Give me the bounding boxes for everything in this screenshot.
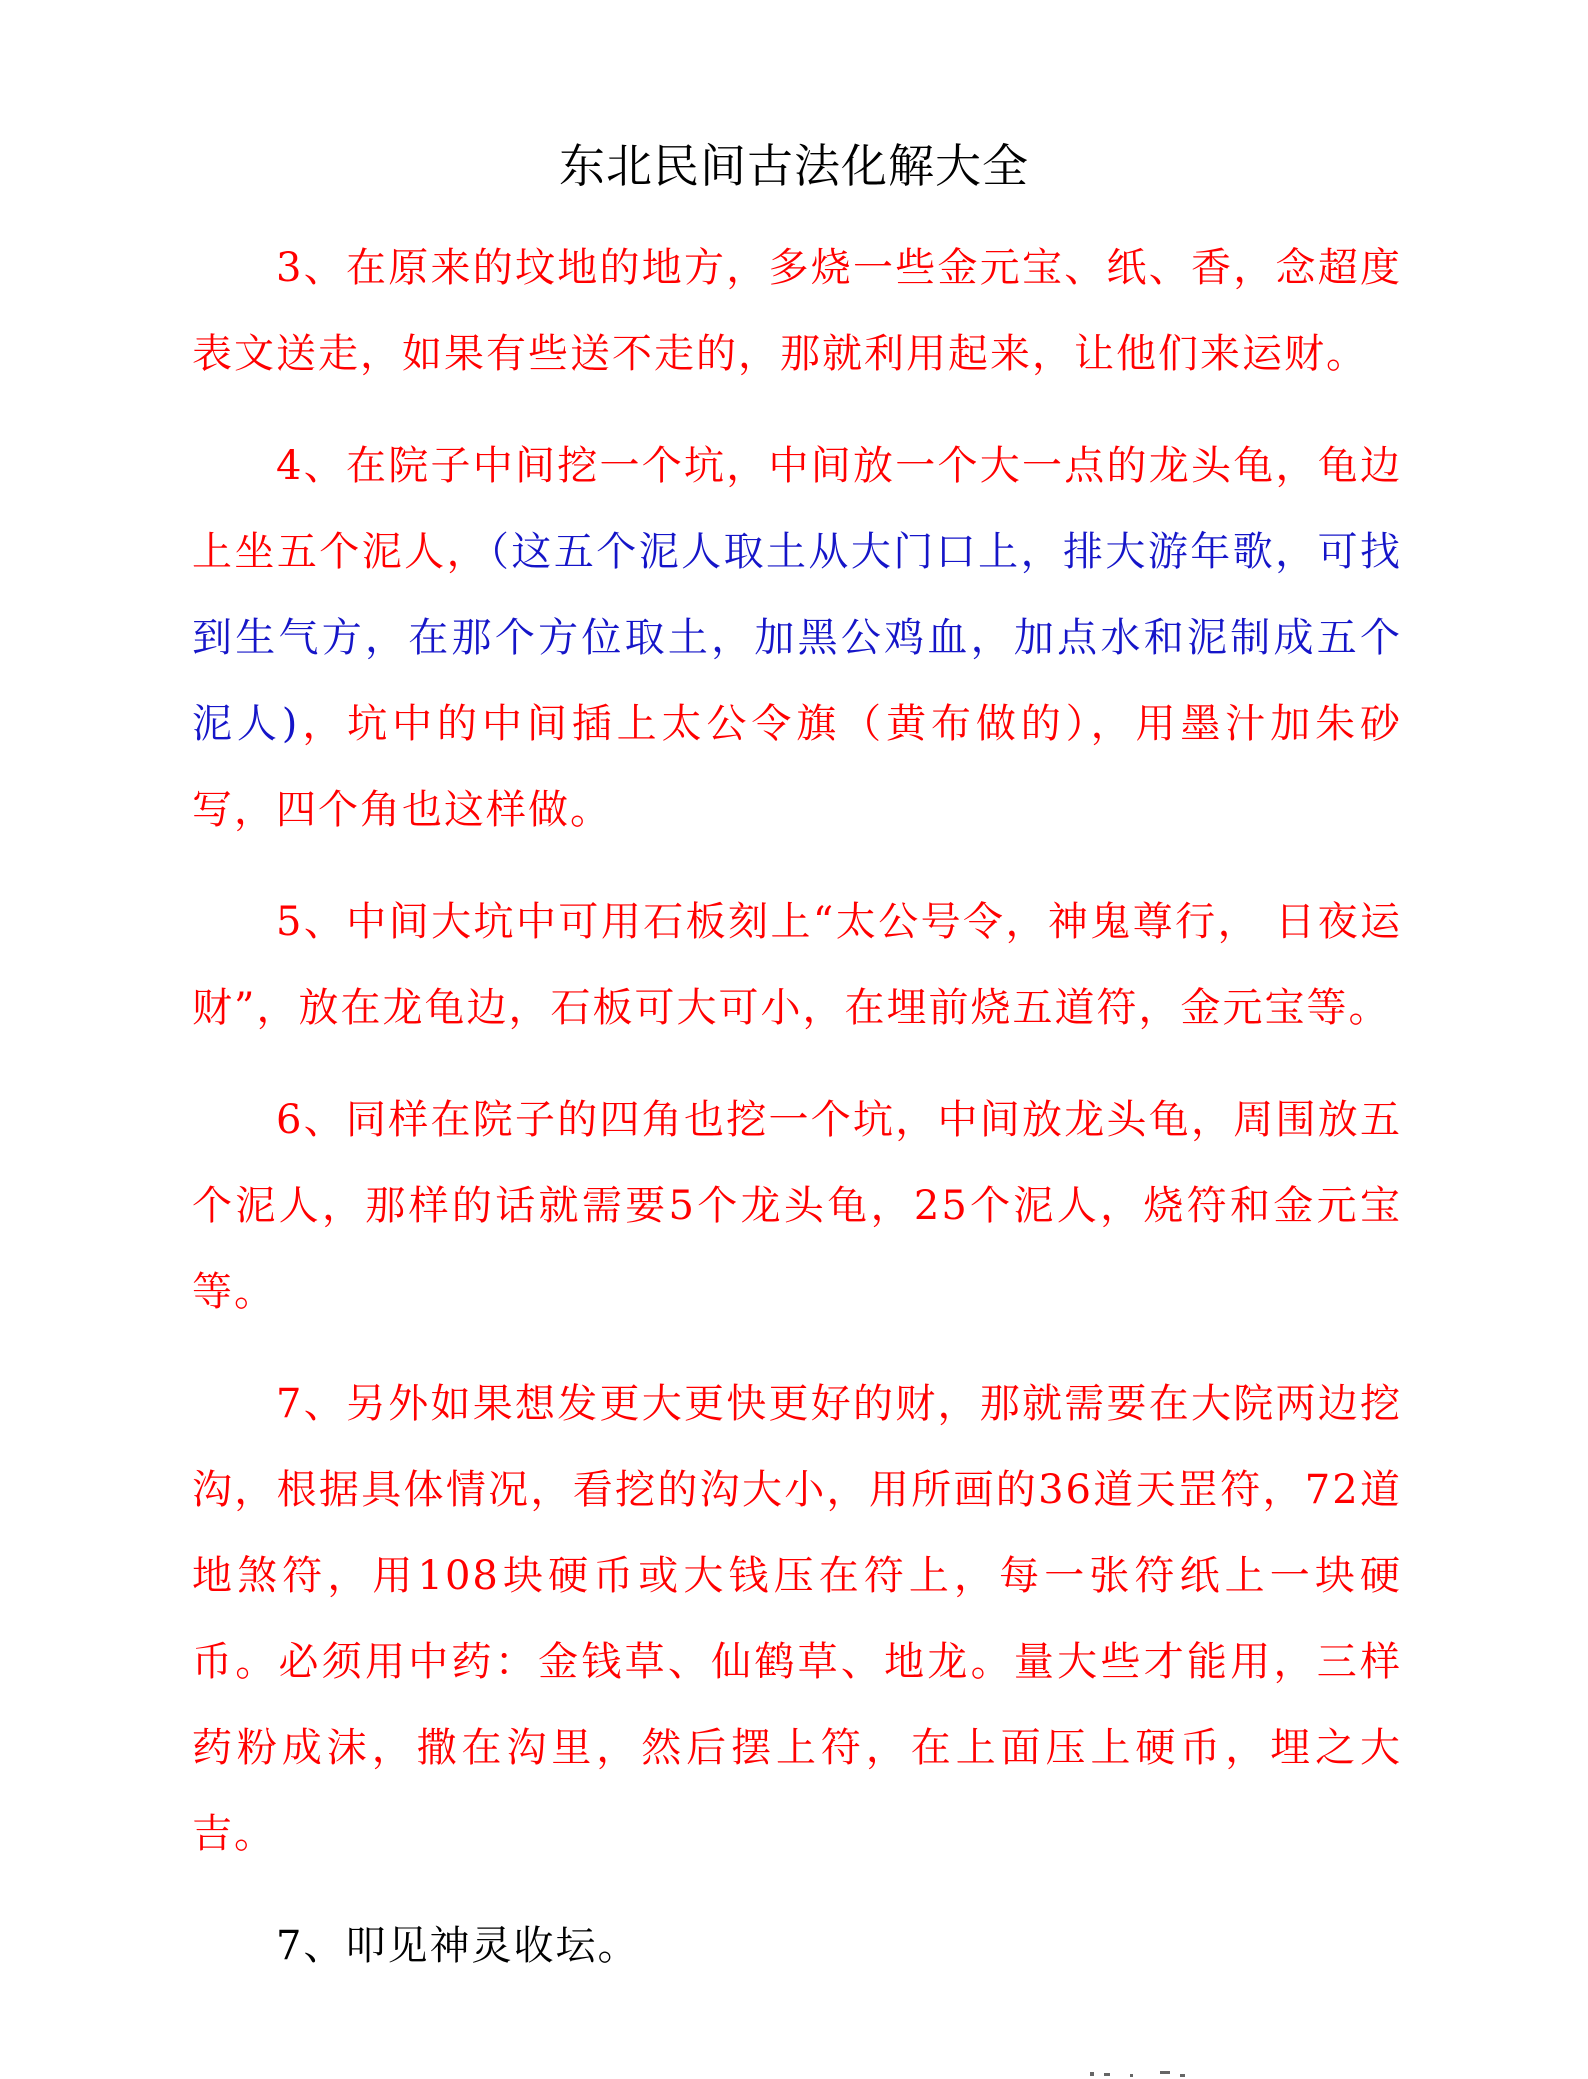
paragraph-spacer [192,1051,1402,1077]
paragraph-7a [192,1361,1402,1877]
paragraph-6 [192,1077,1402,1335]
paragraph-5-text: 5、中间大坑中可用石板刻上“太公号令，神鬼尊行， 日夜运财”，放在龙龟边，石板可大可小，在埋前烧五道符，金元宝等。 [192,899,1402,1031]
paragraph-spacer [192,1877,1402,1903]
paragraph-spacer [192,397,1402,423]
paragraph-3-text: 3、在原来的坟地的地方，多烧一些金元宝、纸、香，念超度表文送走，如果有些送不走的，那就利用起来，让他们来运财。 [192,245,1402,377]
paragraph-spacer [192,1335,1402,1361]
paragraph-spacer [192,853,1402,879]
paragraph-4-text-a: 4、在院子中间挖一个坑，中间放一个大一点的龙头龟，龟边上坐五个泥人， [192,443,1402,575]
paragraph-4 [192,423,1402,853]
paragraph-6-text: 6、同样在院子的四角也挖一个坑，中间放龙头龟，周围放五个泥人，那样的话就需要5个龙头龟，25个泥人，烧符和金元宝等。 [192,1097,1402,1315]
document-body [192,225,1402,1989]
paragraph-5 [192,879,1402,1051]
paragraph-4-note: （这五个泥人取土从大门口上，排大游年歌，可找到生气方，在那个方位取土，加黑公鸡血，加点水和泥制成五个泥人) [192,529,1402,747]
paragraph-3 [192,225,1402,397]
paragraph-7a-text: 7、另外如果想发更大更快更好的财，那就需要在大院两边挖沟，根据具体情况，看挖的沟大小，用所画的36道天罡符，72道地煞符，用108块硬币或大钱压在符上，每一张符纸上一块硬币。必须用中药：金钱草、仙鹤草、地龙。量大些才能用，三样药粉成沫，撒在沟里，然后摆上符，在上面压上硬币，埋之大吉。 [192,1381,1402,1857]
paragraph-7b [192,1903,1402,1989]
page-title: 东北民间古法化解大全 [559,139,1029,193]
footer-smudge [1070,2066,1210,2079]
paragraph-4-text-b: ，坑中的中间插上太公令旗（黄布做的），用墨汁加朱砂写，四个角也这样做。 [192,701,1403,833]
paragraph-7b-text: 7、叩见神灵收坛。 [276,1923,640,1969]
